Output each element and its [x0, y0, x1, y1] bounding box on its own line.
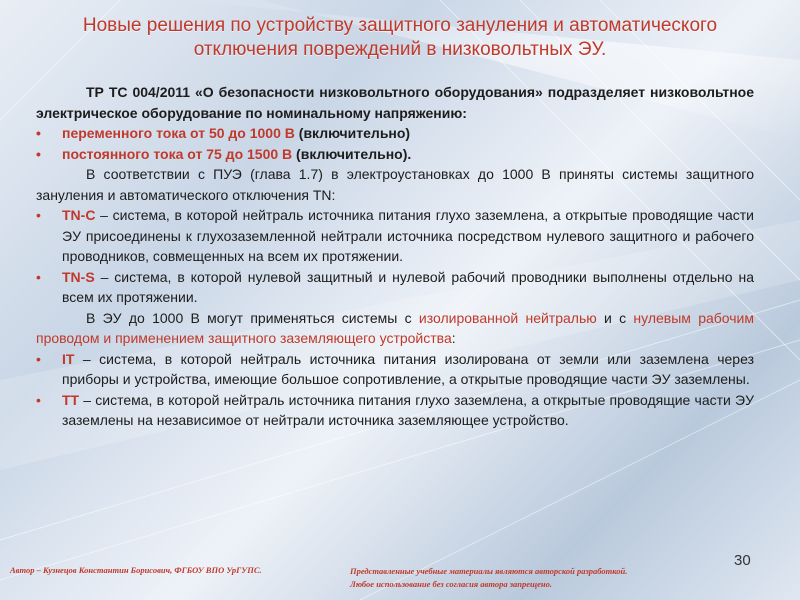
bullet-icon: •: [36, 350, 41, 367]
footer-notice-2: Любое использование без согласия автора запрещено.: [350, 579, 552, 589]
systems-part-3: :: [451, 330, 456, 346]
bullet-icon: •: [36, 268, 41, 285]
systems-part-1: В ЭУ до 1000 В могут применяться системы с: [86, 309, 419, 326]
systems-part-2: и с: [596, 309, 634, 326]
bullet-icon: •: [36, 207, 41, 223]
dc-range: постоянного тока от 75 до 1500 В: [62, 145, 293, 162]
bullet-icon: •: [36, 391, 41, 408]
slide-body: [36, 82, 754, 431]
list-item-tn-c: [36, 205, 754, 267]
tt-text: – система, в которой нейтраль источника питания глухо заземлена, а открытые проводящие части ЭУ заземлены на независимое от нейтрали источника заземляющее устройство.: [62, 391, 754, 428]
grounding-device-phrase: нулевым рабочим проводом и применением защитного заземляющего устройства: [36, 309, 754, 346]
intro-paragraph: [36, 82, 754, 123]
tn-c-text: – система, в которой нейтраль источника питания глухо заземлена, а открытые проводящие части ЭУ присоединены к глухозаземленной нейтрали источника посредством нулевого защитного и рабочего проводников, совмещенных на всем их протяжении.: [62, 207, 754, 264]
list-item-ac: [36, 123, 754, 144]
list-item-dc: [36, 144, 754, 165]
intro-regulation: ТР ТС 004/2011 «О безопасности низковольтного оборудования»: [86, 84, 543, 100]
bullet-icon: •: [36, 125, 41, 141]
title-line-2: отключения повреждений в низковольтных ЭУ.: [193, 39, 607, 60]
footer-notice-1: Представленные учебные материалы являются авторской разработкой.: [350, 566, 628, 576]
footer-copyright: [350, 565, 730, 591]
isolated-neutral-phrase: изолированной нейтралью: [418, 309, 597, 326]
systems-paragraph: [36, 308, 754, 349]
tn-s-label: TN-S: [62, 268, 95, 285]
bullet-icon: •: [36, 145, 41, 162]
tn-c-label: TN-C: [62, 207, 96, 223]
tn-s-text: – система, в которой нулевой защитный и нулевой рабочий проводники выполнены отдельно на всем их протяжении.: [62, 268, 754, 305]
page-number: 30: [734, 552, 751, 569]
ac-range: переменного тока от 50 до 1000 В: [62, 125, 295, 141]
footer-author: Автор – Кузнецов Константин Борисович, ФГБОУ ВПО УрГУПС.: [10, 565, 262, 575]
list-item-tn-s: [36, 267, 754, 308]
slide-title: [40, 14, 760, 62]
it-text: – система, в которой нейтраль источника питания изолирована от земли или заземлена через приборы и устройства, имеющие большое сопротивление, а открытые проводящие части ЭУ заземлены.: [62, 350, 754, 387]
dc-note: (включительно).: [292, 145, 412, 162]
intro-rest: подразделяет низковольтное электрическое оборудование по номинальному напряжению:: [36, 84, 754, 121]
list-item-tt: [36, 390, 754, 431]
ac-note: (включительно): [294, 125, 411, 141]
tt-label: TT: [62, 391, 80, 408]
title-line-1: Новые решения по устройству защитного зануления и автоматического: [82, 15, 718, 36]
list-item-it: [36, 349, 754, 390]
it-label: IT: [62, 350, 75, 367]
pue-paragraph: В соответствии с ПУЭ (глава 1.7) в электроустановках до 1000 В приняты системы защитного зануления и автоматического отключения TN:: [36, 166, 754, 203]
